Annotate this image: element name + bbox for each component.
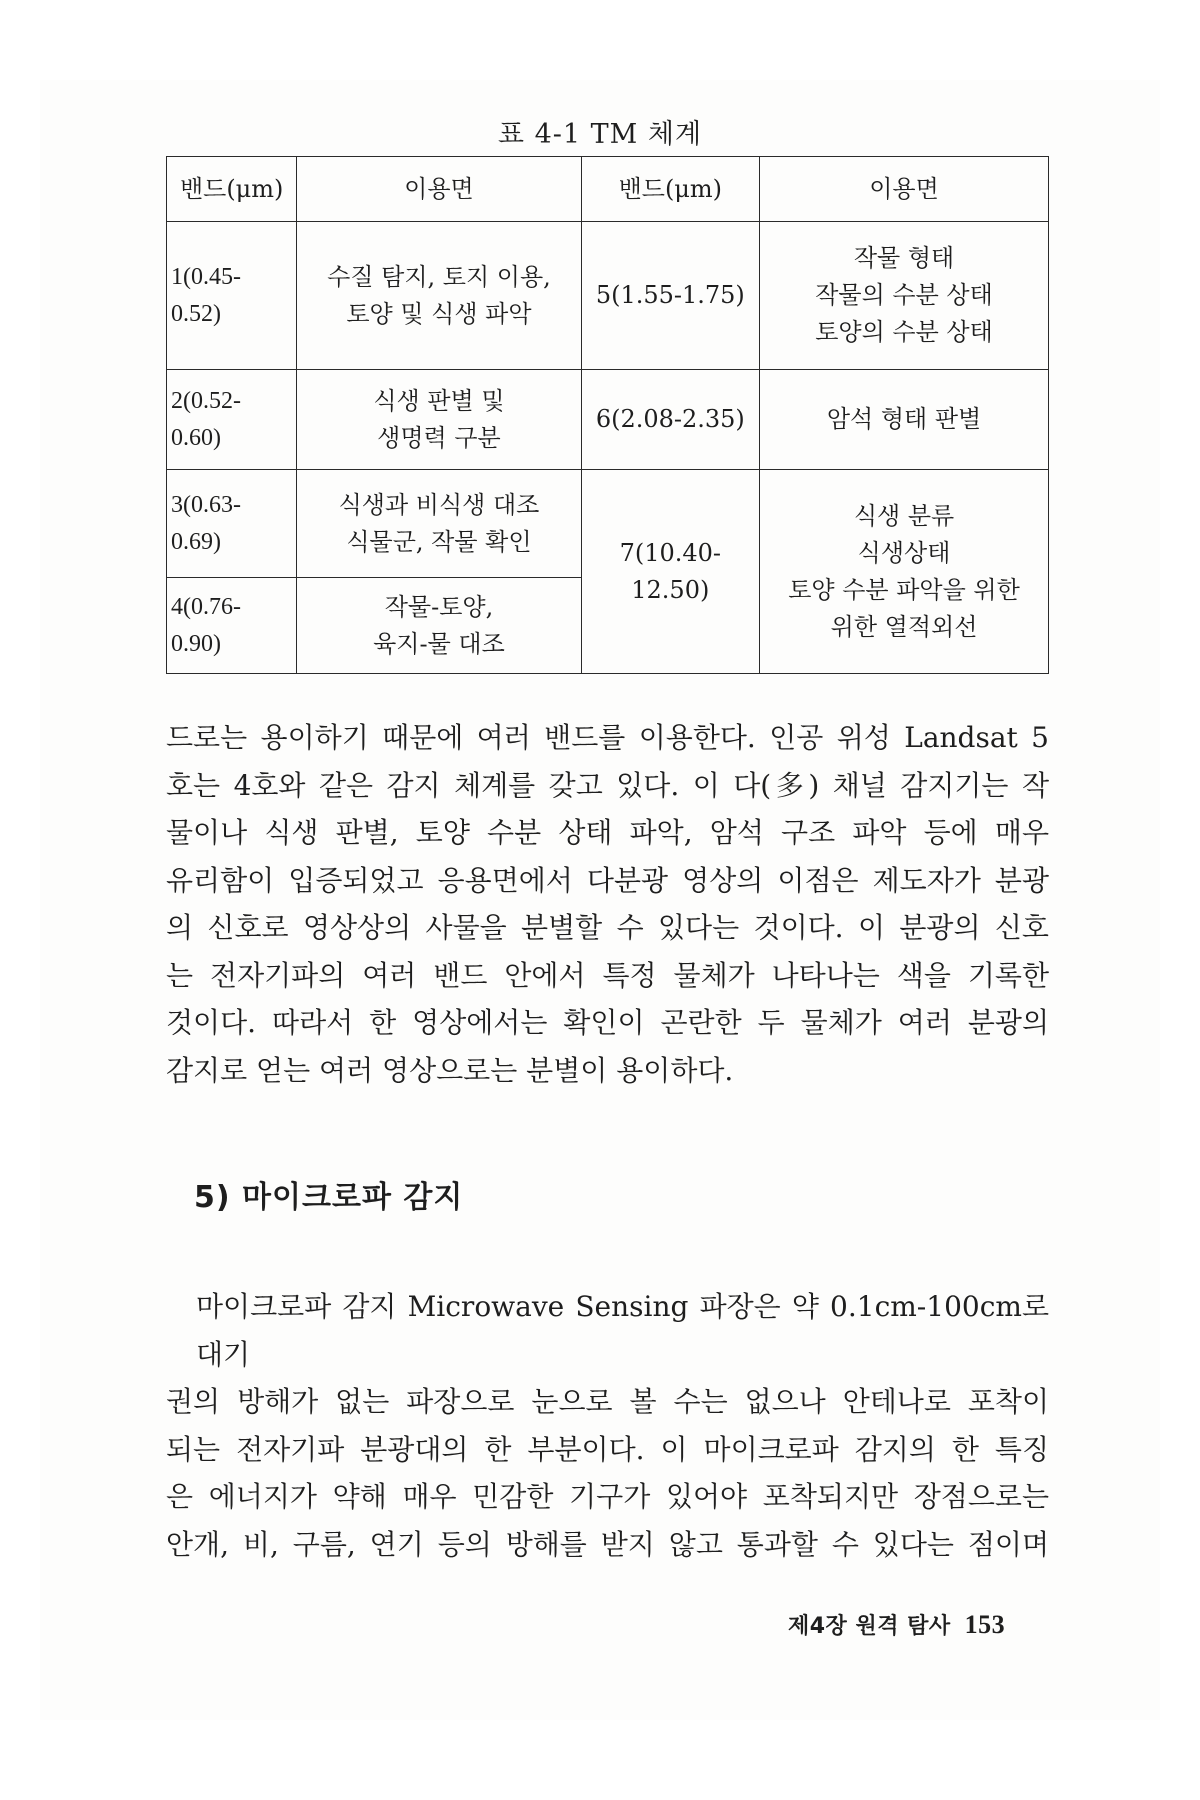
body-paragraph-1 [166,714,1049,1094]
use-line: 육지-물 대조 [373,629,505,658]
text-line: 드로는 용이하기 때문에 여러 밴드를 이용한다. 인공 위성 Landsat 5 [166,721,1049,754]
band-cell: 2(0.52-0.60) [167,370,297,470]
header-band-2: 밴드(μm) [581,157,760,222]
text-line: 의 신호로 영상상의 사물을 분별할 수 있다는 것이다. 이 분광의 신호 [166,911,1049,944]
use-cell [760,470,1049,674]
use-cell [760,222,1049,370]
use-cell [297,222,581,370]
use-line: 암석 형태 판별 [826,405,982,433]
table-row [167,470,1049,578]
header-band-1: 밴드(μm) [167,157,297,222]
tm-system-table [166,156,1049,674]
text-line: 감지로 얻는 여러 영상으로는 분별이 용이하다. [166,1053,734,1087]
body-paragraph-2 [166,1283,1049,1568]
text-line: 마이크로파 감지 Microwave Sensing 파장은 약 0.1cm-100cm로 대기 [196,1290,1049,1371]
use-cell [297,370,581,470]
use-line: 식생 판별 및 [373,386,505,415]
band-cell: 3(0.63-0.69) [167,470,297,578]
use-line: 토양 및 식생 파악 [346,299,532,328]
text-line: 물이나 식생 판별, 토양 수분 상태 파악, 암석 구조 파악 등에 매우 [166,816,1049,849]
use-line: 수질 탐지, 토지 이용, [327,262,551,291]
use-line: 작물-토양, [384,592,494,621]
use-cell [297,470,581,578]
band-cell: 7(10.40-12.50) [581,470,760,674]
use-line: 식물군, 작물 확인 [346,527,532,556]
use-cell [760,370,1049,470]
text-line: 유리함이 입증되었고 응용면에서 다분광 영상의 이점은 제도자가 분광 [166,863,1049,897]
page-footer [788,1609,1005,1640]
text-line: 는 전자기파의 여러 밴드 안에서 특정 물체가 나타나는 색을 기록한 [166,958,1049,992]
page-number: 153 [964,1610,1006,1639]
use-line: 식생상태 [857,538,951,567]
text-line: 은 에너지가 약해 매우 민감한 기구가 있어야 포착되지만 장점으로는 [166,1480,1049,1513]
use-line: 생명력 구분 [377,423,501,452]
use-line: 작물 형태 [853,244,955,272]
table-row [167,222,1049,370]
band-cell: 6(2.08-2.35) [581,370,760,470]
use-cell [297,578,581,674]
table-caption: 표 4-1 TM 체계 [497,119,703,150]
header-use-1: 이용면 [297,157,581,222]
section-heading: 5) 마이크로파 감지 [194,1180,464,1215]
use-line: 식생과 비식생 대조 [338,490,540,519]
use-line: 작물의 수분 상태 [815,281,993,309]
text-line: 권의 방해가 없는 파장으로 눈으로 볼 수는 없으나 안테나로 포착이 [166,1385,1049,1418]
use-line: 토양 수분 파악을 위한 [788,575,1020,604]
band-cell: 5(1.55-1.75) [581,222,760,370]
text-line: 호는 4호와 같은 감지 체계를 갖고 있다. 이 다(多) 채널 감지기는 작 [166,768,1049,802]
use-line: 식생 분류 [853,501,955,530]
use-line: 위한 열적외선 [830,612,978,641]
band-cell: 4(0.76-0.90) [167,578,297,674]
use-line: 토양의 수분 상태 [815,318,993,346]
chapter-title: 제4장 원격 탐사 [788,1614,951,1639]
text-line: 것이다. 따라서 한 영상에서는 확인이 곤란한 두 물체가 여러 분광의 [166,1006,1049,1039]
text-line: 안개, 비, 구름, 연기 등의 방해를 받지 않고 통과할 수 있다는 점이며 [166,1527,1049,1561]
band-cell: 1(0.45-0.52) [167,222,297,370]
text-line: 되는 전자기파 분광대의 한 부분이다. 이 마이크로파 감지의 한 특징 [166,1432,1049,1466]
header-use-2: 이용면 [760,157,1049,222]
table-row [167,370,1049,470]
